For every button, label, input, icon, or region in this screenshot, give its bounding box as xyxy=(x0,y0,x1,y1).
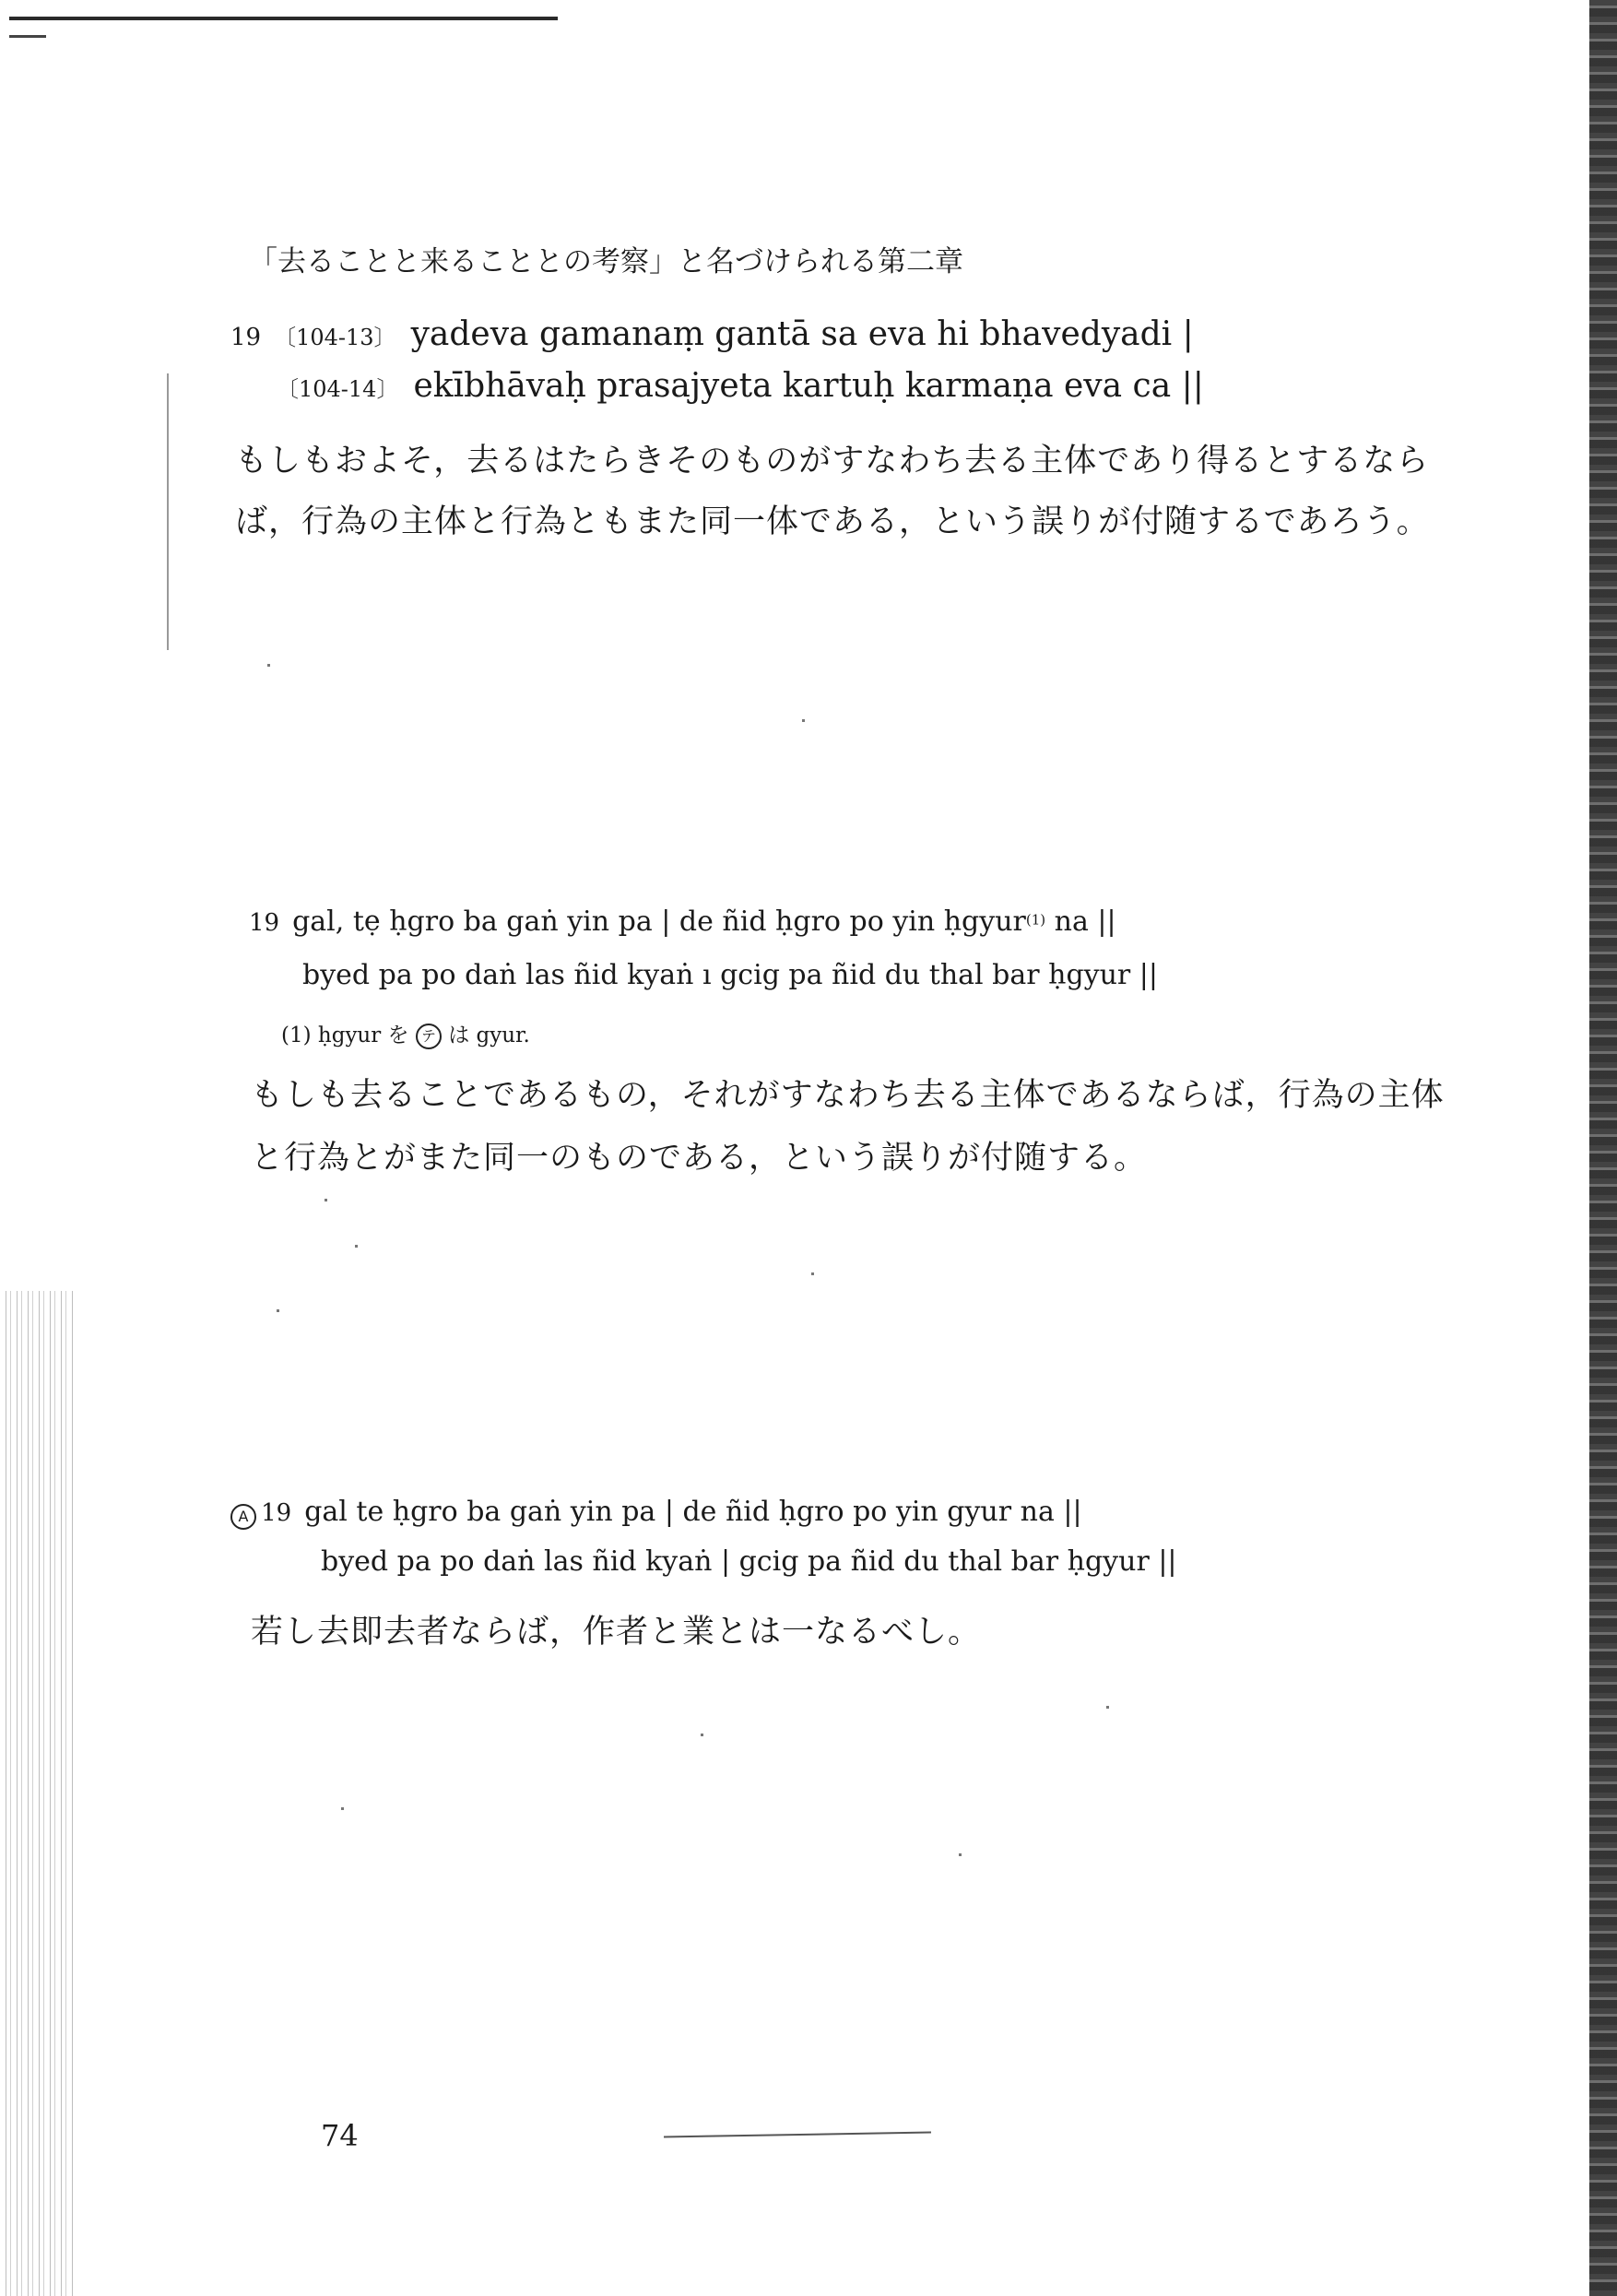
tibetan-verse-text: gal te ḥgro ba gaṅ yin pa | de ñid ḥgro po yin gyur na || xyxy=(304,1496,1082,1528)
chinese-translation: 若し去即去者ならば，作者と業とは一なるべし。 xyxy=(251,1614,982,1651)
pencil-mark xyxy=(664,2131,931,2137)
top-rule-short xyxy=(9,35,46,38)
scan-edge-left xyxy=(0,1291,74,2296)
page-number: 74 xyxy=(321,2118,359,2153)
tibetan-verse-text: gal, tẹ ḥgro ba gaṅ yin pa | de ñid ḥgro po yin ḥgyur xyxy=(292,905,1026,938)
scan-speck xyxy=(1106,1706,1109,1709)
tibetan-translation-1: もしも去ることであるもの，それがすなわち去る主体であるならば，行為の主体 xyxy=(251,1077,1445,1114)
scan-speck xyxy=(325,1199,327,1201)
scan-speck xyxy=(802,719,805,722)
top-rule xyxy=(9,17,558,20)
footnote-marker: (1) xyxy=(1025,911,1046,929)
footnote-text: ḥgyur を xyxy=(317,1024,409,1047)
verse-reference: 〔104-14〕 xyxy=(277,376,399,402)
sanskrit-verse-text: ekībhāvaḥ prasajyeta kartuḥ karmaṇa eva ca || xyxy=(413,367,1204,405)
scan-speck xyxy=(341,1807,344,1810)
verse-reference: 〔104-13〕 xyxy=(274,325,396,350)
scan-speck xyxy=(701,1734,703,1736)
footnote-text: は gyur. xyxy=(448,1024,530,1047)
sanskrit-verse-text: yadeva gamanaṃ gantā sa eva hi bhavedyadi | xyxy=(410,315,1194,353)
footnote xyxy=(281,1018,530,1049)
scan-speck xyxy=(811,1272,814,1275)
edition-mark-icon: テ xyxy=(416,1024,442,1049)
scan-edge-right xyxy=(1589,0,1617,2296)
chinese-line-2: byed pa po daṅ las ñid kyaṅ | gcig pa ñid du thal bar ḥgyur || xyxy=(321,1545,1177,1578)
tibetan-translation-2: と行為とがまた同一のものである，という誤りが付随する。 xyxy=(251,1140,1148,1177)
scan-speck xyxy=(277,1309,279,1312)
chinese-version-mark-icon: A xyxy=(230,1504,256,1530)
scan-speck xyxy=(959,1853,962,1856)
sanskrit-line-1 xyxy=(230,315,1194,353)
verse-number: 19 xyxy=(261,1499,292,1527)
tibetan-line-1 xyxy=(249,905,1116,938)
sanskrit-translation-1: もしもおよそ，去るはたらきそのものがすなわち去る主体であり得るとするなら xyxy=(235,443,1430,479)
scan-speck xyxy=(267,664,270,667)
tibetan-line-2: byed pa po daṅ las ñid kyaṅ ı gcig pa ñid du thal bar ḥgyur || xyxy=(302,959,1159,991)
scan-speck xyxy=(355,1245,358,1248)
margin-line xyxy=(167,373,169,650)
footnote-number: (1) xyxy=(281,1024,312,1047)
verse-number: 19 xyxy=(249,909,280,937)
sanskrit-line-2 xyxy=(277,367,1204,405)
verse-number: 19 xyxy=(230,324,262,351)
chapter-title: 「去ることと来ることとの考察」と名づけられる第二章 xyxy=(249,245,963,278)
tibetan-verse-text: na || xyxy=(1045,905,1116,938)
sanskrit-translation-2: ば，行為の主体と行為ともまた同一体である，という誤りが付随するであろう。 xyxy=(235,503,1430,540)
chinese-line-1 xyxy=(230,1496,1082,1530)
